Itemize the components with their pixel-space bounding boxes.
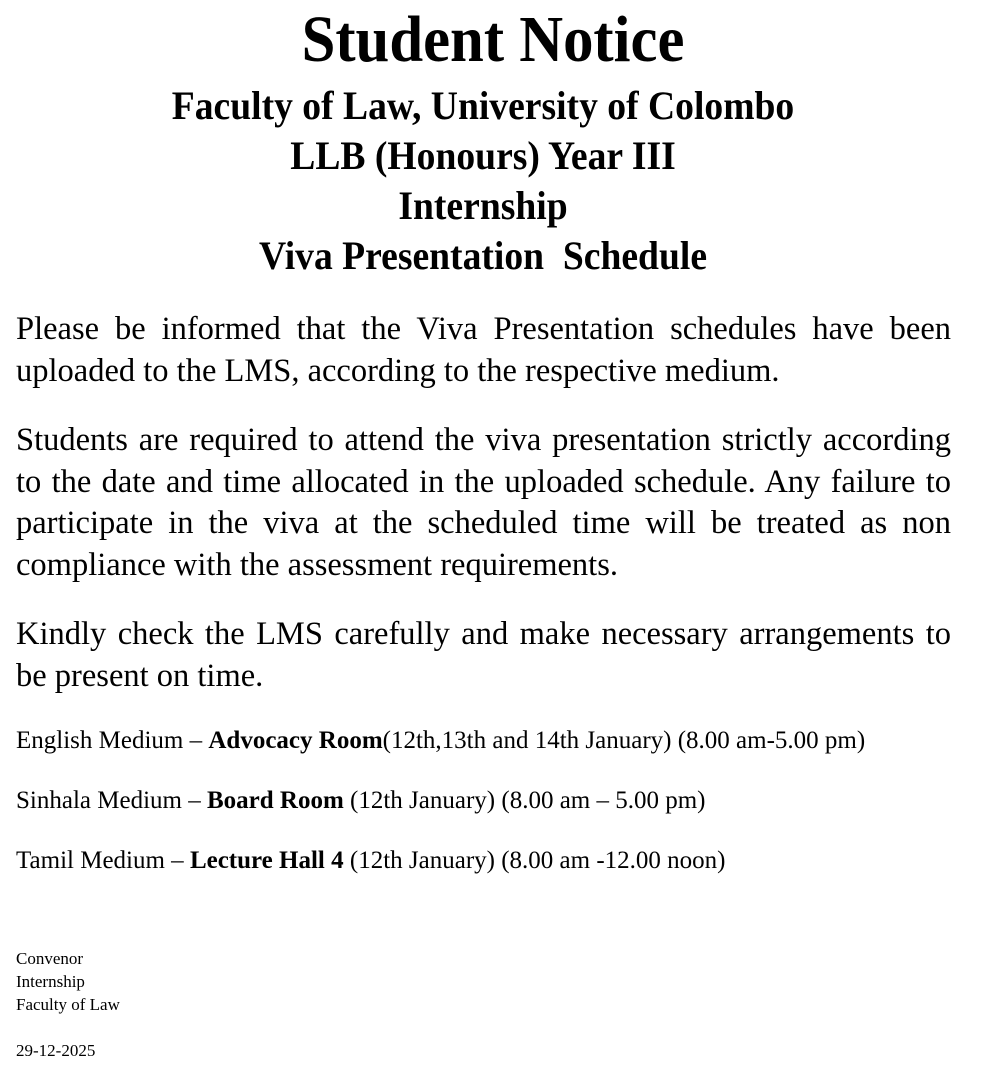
schedule-details: (12th January) (8.00 am – 5.00 pm) <box>343 787 706 814</box>
module-heading: Internship <box>398 183 568 228</box>
schedule-row-english <box>16 726 966 756</box>
notice-date: 29-12-2025 <box>16 1041 96 1060</box>
signature-role: Convenor <box>16 949 84 968</box>
signature-unit: Internship <box>16 972 85 991</box>
paragraph-check-lms: Kindly check the LMS carefully and make necessary arrangements to be present on time. <box>16 616 951 694</box>
schedule-medium: Tamil Medium – <box>16 847 190 874</box>
signature-faculty: Faculty of Law <box>16 995 120 1014</box>
schedule-venue: Board Room <box>206 787 344 814</box>
paragraph-attendance: Students are required to attend the viva presentation strictly according to the date and time allocated in the uploaded schedule. Any failure to participate in the viva at the scheduled time will be treated as non compliance with the assessment requirements. <box>16 422 951 583</box>
schedule-venue: Advocacy Room <box>208 727 383 754</box>
paragraph-uploaded: Please be informed that the Viva Presentation schedules have been uploaded to the LMS, according to the respective medium. <box>16 311 951 389</box>
schedule-venue: Lecture Hall 4 <box>189 847 344 874</box>
schedule-row-sinhala <box>16 786 966 816</box>
schedule-details: (12th,13th and 14th January) (8.00 am-5.00 pm) <box>382 727 866 754</box>
notice-title: Student Notice <box>301 3 685 76</box>
program-heading: LLB (Honours) Year III <box>290 133 676 178</box>
schedule-medium: English Medium – <box>16 727 209 754</box>
schedule-details: (12th January) (8.00 am -12.00 noon) <box>343 847 726 874</box>
schedule-row-tamil <box>16 846 966 876</box>
schedule-medium: Sinhala Medium – <box>16 787 207 814</box>
faculty-heading: Faculty of Law, University of Colombo <box>171 83 795 128</box>
subject-heading: Viva Presentation Schedule <box>258 233 708 278</box>
